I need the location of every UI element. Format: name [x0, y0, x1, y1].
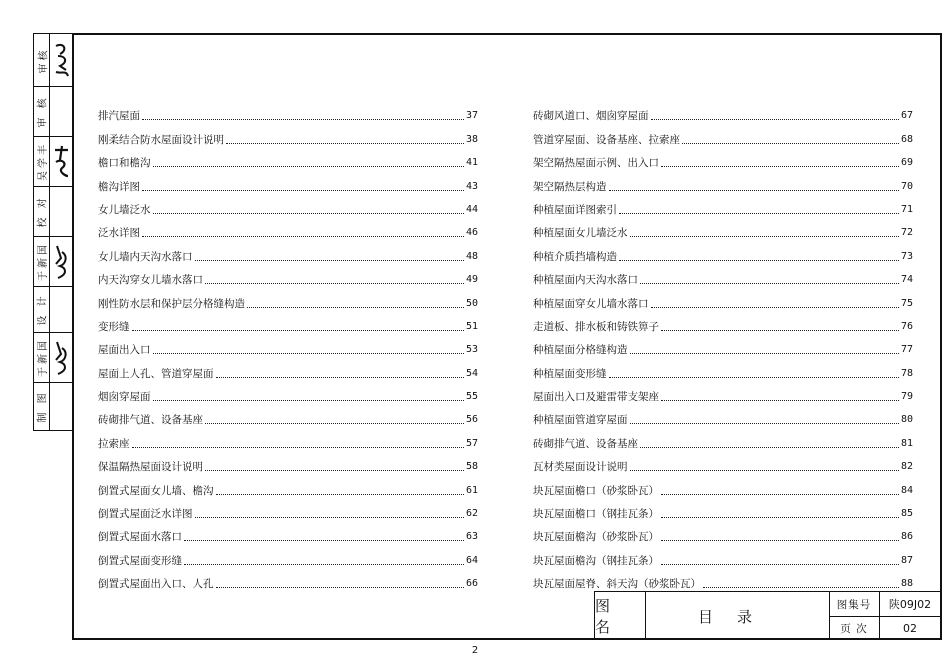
- toc-leader-dots: [184, 564, 464, 565]
- toc-entry: [533, 170, 913, 193]
- toc-leader-dots: [661, 540, 899, 541]
- toc-entry-title: 泛水详图: [98, 227, 140, 240]
- toc-entry-page: 62: [465, 508, 478, 520]
- toc-entry: [98, 498, 478, 521]
- toc-entry-title: 砖砌排气道、设备基座: [533, 437, 638, 450]
- sidebar-cell-review-sign: [34, 34, 73, 86]
- toc-entry: [98, 334, 478, 357]
- sidebar-label: 审 核: [38, 95, 49, 128]
- toc-entry-page: 79: [900, 391, 913, 403]
- toc-leader-dots: [630, 353, 899, 354]
- toc-leader-dots: [184, 540, 464, 541]
- toc-leader-dots: [216, 494, 464, 495]
- toc-leader-dots: [661, 517, 899, 518]
- toc-entry-title: 种植屋面穿女儿墙水落口: [533, 297, 649, 310]
- toc-entry: [533, 147, 913, 170]
- toc-entry-title: 种植屋面变形缝: [533, 367, 607, 380]
- toc-leader-dots: [205, 423, 464, 424]
- toc-leader-dots: [661, 400, 899, 401]
- toc-left-column: [98, 100, 478, 591]
- toc-entry: [98, 311, 478, 334]
- toc-entry-title: 倒置式屋面出入口、人孔: [98, 578, 214, 591]
- sidebar-cell-proofread: [34, 186, 73, 236]
- toc-entry-page: 74: [900, 274, 913, 286]
- toc-entry-title: 保温隔热屋面设计说明: [98, 461, 203, 474]
- toc-leader-dots: [247, 307, 464, 308]
- toc-entry-title: 屋面上人孔、管道穿屋面: [98, 367, 214, 380]
- toc-entry: [98, 474, 478, 497]
- toc-entry-page: 49: [465, 274, 478, 286]
- toc-entry-title: 拉索座: [98, 437, 130, 450]
- toc-entry-page: 66: [465, 578, 478, 590]
- toc-entry: [533, 404, 913, 427]
- toc-entry-page: 37: [465, 110, 478, 122]
- toc-entry: [98, 123, 478, 146]
- toc-leader-dots: [630, 423, 899, 424]
- toc-leader-dots: [651, 119, 899, 120]
- toc-entry-title: 刚柔结合防水屋面设计说明: [98, 133, 224, 146]
- toc-entry-title: 块瓦屋面檐口（砂浆卧瓦）: [533, 484, 659, 497]
- toc-entry: [533, 381, 913, 404]
- toc-entry-title: 块瓦屋面檐沟（砂浆卧瓦）: [533, 531, 659, 544]
- approval-sidebar: [33, 33, 73, 431]
- toc-entry-page: 77: [900, 344, 913, 356]
- sidebar-label: 设 计: [38, 293, 49, 326]
- toc-entry-page: 41: [465, 157, 478, 169]
- toc-entry-title: 檐沟详图: [98, 180, 140, 193]
- toc-entry-page: 76: [900, 320, 913, 332]
- toc-entry-page: 44: [465, 203, 478, 215]
- toc-entry: [533, 264, 913, 287]
- toc-entry: [533, 521, 913, 544]
- toc-entry-title: 块瓦屋面屋脊、斜天沟（砂浆卧瓦）: [533, 578, 701, 591]
- toc-leader-dots: [226, 143, 464, 144]
- toc-entry-title: 内天沟穿女儿墙水落口: [98, 274, 203, 287]
- toc-leader-dots: [640, 283, 899, 284]
- toc-entry: [533, 311, 913, 334]
- toc-leader-dots: [142, 190, 464, 191]
- sidebar-label: 吴学丰: [38, 142, 49, 181]
- toc-entry-page: 61: [465, 484, 478, 496]
- sidebar-cell-designer-sign: [34, 332, 73, 382]
- sidebar-label: 于新国: [38, 242, 49, 281]
- toc-entry: [533, 287, 913, 310]
- toc-leader-dots: [661, 166, 899, 167]
- signature-image: [50, 34, 73, 86]
- toc-leader-dots: [703, 587, 899, 588]
- toc-entry-title: 女儿墙泛水: [98, 203, 151, 216]
- toc-leader-dots: [153, 213, 464, 214]
- toc-entry: [533, 334, 913, 357]
- toc-entry-page: 58: [465, 461, 478, 473]
- toc-entry-title: 砖砌排气道、设备基座: [98, 414, 203, 427]
- toc-entry-title: 瓦材类屋面设计说明: [533, 461, 628, 474]
- toc-entry: [98, 240, 478, 263]
- toc-entry-title: 架空隔热屋面示例、出入口: [533, 157, 659, 170]
- toc-entry: [98, 404, 478, 427]
- toc-entry-title: 烟囱穿屋面: [98, 391, 151, 404]
- toc-entry-page: 48: [465, 250, 478, 262]
- toc-leader-dots: [630, 236, 899, 237]
- toc-entry: [533, 357, 913, 380]
- signature-image: [50, 333, 73, 382]
- toc-entry: [98, 100, 478, 123]
- toc-entry-title: 女儿墙内天沟水落口: [98, 250, 193, 263]
- toc-leader-dots: [153, 166, 464, 167]
- toc-entry-page: 87: [900, 554, 913, 566]
- toc-entry-page: 88: [900, 578, 913, 590]
- toc-entry-page: 81: [900, 437, 913, 449]
- toc-entry-page: 50: [465, 297, 478, 309]
- toc-entry-page: 67: [900, 110, 913, 122]
- toc-entry: [98, 357, 478, 380]
- sidebar-cell-design: [34, 286, 73, 332]
- toc-entry: [533, 427, 913, 450]
- sidebar-cell-drafting: [34, 382, 73, 430]
- toc-entry-page: 84: [900, 484, 913, 496]
- toc-entry: [533, 568, 913, 591]
- toc-entry: [533, 123, 913, 146]
- toc-entry: [98, 427, 478, 450]
- toc-entry-page: 68: [900, 133, 913, 145]
- toc-entry: [98, 381, 478, 404]
- toc-entry: [98, 217, 478, 240]
- atlas-number-value: 陕09J02: [888, 598, 932, 611]
- toc-entry-title: 倒置式屋面泛水详图: [98, 508, 193, 521]
- toc-entry-page: 64: [465, 554, 478, 566]
- toc-entry-page: 72: [900, 227, 913, 239]
- toc-entry-title: 倒置式屋面变形缝: [98, 554, 182, 567]
- drawing-name-label: 图 名: [595, 597, 617, 636]
- toc-leader-dots: [216, 377, 464, 378]
- toc-leader-dots: [195, 517, 464, 518]
- toc-leader-dots: [682, 143, 899, 144]
- toc-entry-title: 倒置式屋面水落口: [98, 531, 182, 544]
- toc-entry: [533, 100, 913, 123]
- toc-entry: [98, 451, 478, 474]
- toc-entry-title: 排汽屋面: [98, 110, 140, 123]
- toc-leader-dots: [195, 260, 464, 261]
- toc-leader-dots: [132, 447, 464, 448]
- toc-entry-page: 54: [465, 367, 478, 379]
- toc-entry-page: 73: [900, 250, 913, 262]
- toc-entry: [98, 568, 478, 591]
- sidebar-cell-proofreader-sign: [34, 236, 73, 286]
- toc-entry-title: 屋面出入口: [98, 344, 151, 357]
- toc-entry-title: 变形缝: [98, 320, 130, 333]
- signature-image: [50, 137, 73, 186]
- toc-entry-page: 85: [900, 508, 913, 520]
- toc-entry: [98, 147, 478, 170]
- toc-entry-title: 块瓦屋面檐口（钢挂瓦条）: [533, 508, 659, 521]
- toc-entry: [98, 170, 478, 193]
- sidebar-label: 审核: [38, 47, 49, 73]
- toc-entry-page: 43: [465, 180, 478, 192]
- toc-leader-dots: [205, 283, 464, 284]
- drawing-title: 目录: [697, 607, 776, 626]
- toc-entry-title: 种植介质挡墙构造: [533, 250, 617, 263]
- toc-entry: [533, 544, 913, 567]
- toc-entry-page: 70: [900, 180, 913, 192]
- toc-leader-dots: [661, 330, 899, 331]
- toc-leader-dots: [619, 260, 899, 261]
- toc-entry: [533, 240, 913, 263]
- toc-entry-page: 38: [465, 133, 478, 145]
- toc-entry-page: 46: [465, 227, 478, 239]
- toc-entry-page: 51: [465, 320, 478, 332]
- toc-leader-dots: [661, 564, 899, 565]
- toc-entry-page: 80: [900, 414, 913, 426]
- toc-entry: [98, 544, 478, 567]
- toc-entry: [98, 287, 478, 310]
- toc-entry: [98, 264, 478, 287]
- toc-entry-title: 管道穿屋面、设备基座、拉索座: [533, 133, 680, 146]
- toc-leader-dots: [132, 330, 464, 331]
- toc-leader-dots: [216, 587, 464, 588]
- toc-entry-title: 檐口和檐沟: [98, 157, 151, 170]
- toc-entry-title: 屋面出入口及避雷带支架座: [533, 391, 659, 404]
- toc-entry: [98, 521, 478, 544]
- toc-entry-page: 63: [465, 531, 478, 543]
- sidebar-label: 于新国: [38, 338, 49, 377]
- toc-entry-title: 走道板、排水板和铸铁箅子: [533, 320, 659, 333]
- toc-entry-title: 倒置式屋面女儿墙、檐沟: [98, 484, 214, 497]
- page-number-value: 02: [903, 621, 917, 635]
- toc-entry-page: 82: [900, 461, 913, 473]
- toc-leader-dots: [142, 236, 464, 237]
- toc-entry: [533, 474, 913, 497]
- toc-entry-page: 71: [900, 203, 913, 215]
- toc-leader-dots: [609, 377, 899, 378]
- toc-entry-title: 种植屋面女儿墙泛水: [533, 227, 628, 240]
- toc-leader-dots: [661, 494, 899, 495]
- toc-entry: [533, 451, 913, 474]
- toc-entry-page: 78: [900, 367, 913, 379]
- toc-leader-dots: [142, 119, 464, 120]
- title-block: [594, 591, 942, 640]
- toc-entry-title: 砖砌风道口、烟囱穿屋面: [533, 110, 649, 123]
- signature-image: [50, 237, 73, 286]
- sidebar-cell-review: [34, 86, 73, 136]
- sidebar-label: 制 图: [38, 390, 49, 423]
- toc-leader-dots: [153, 400, 464, 401]
- toc-entry-page: 57: [465, 437, 478, 449]
- page-footer-number: 2: [471, 645, 479, 656]
- toc-leader-dots: [630, 470, 899, 471]
- toc-leader-dots: [619, 213, 899, 214]
- toc-entry: [533, 194, 913, 217]
- toc-leader-dots: [153, 353, 464, 354]
- toc-entry-title: 刚性防水层和保护层分格缝构造: [98, 297, 245, 310]
- toc-entry-page: 55: [465, 391, 478, 403]
- toc-entry-title: 种植屋面管道穿屋面: [533, 414, 628, 427]
- toc-entry-title: 种植屋面分格缝构造: [533, 344, 628, 357]
- toc-entry-page: 56: [465, 414, 478, 426]
- toc-entry-title: 块瓦屋面檐沟（钢挂瓦条）: [533, 554, 659, 567]
- toc-leader-dots: [609, 190, 899, 191]
- toc-entry-title: 种植屋面详图索引: [533, 203, 617, 216]
- toc-entry-title: 种植屋面内天沟水落口: [533, 274, 638, 287]
- toc-entry: [533, 217, 913, 240]
- toc-entry-title: 架空隔热层构造: [533, 180, 607, 193]
- toc-leader-dots: [640, 447, 899, 448]
- toc-right-column: [533, 100, 913, 591]
- toc-entry-page: 86: [900, 531, 913, 543]
- toc-entry: [533, 498, 913, 521]
- sidebar-cell-reviewer-sign: [34, 136, 73, 186]
- page-number-label: 页 次: [840, 622, 868, 635]
- toc-leader-dots: [651, 307, 899, 308]
- toc-entry: [98, 194, 478, 217]
- atlas-number-label: 图集号: [836, 598, 872, 611]
- sidebar-label: 校 对: [38, 195, 49, 228]
- toc-leader-dots: [205, 470, 464, 471]
- toc-entry-page: 75: [900, 297, 913, 309]
- toc-entry-page: 69: [900, 157, 913, 169]
- toc-entry-page: 53: [465, 344, 478, 356]
